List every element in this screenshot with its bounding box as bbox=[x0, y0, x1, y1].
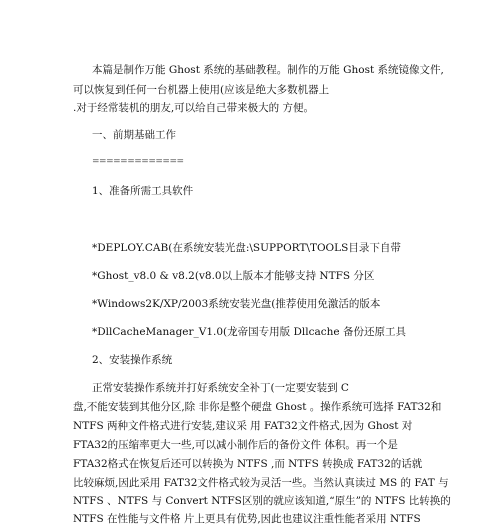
install-line-4: FTA32的压缩率更大一些,可以减小制作后的备份文件 体积。再一个是 bbox=[73, 439, 398, 451]
install-line-6: 比较麻烦,因此采用 FAT32文件格式较为灵活一些。当然认真读过 MS 的 FAT 与 bbox=[73, 477, 449, 489]
install-line-1: 正常安装操作系统并打好系统安全补丁(一定要安装到 C bbox=[92, 382, 349, 394]
install-line-5: FTA32格式在恢复后还可以转换为 NTFS ,而 NTFS 转换成 FAT32的话就 bbox=[73, 458, 423, 470]
intro-line-2: 可以恢复到任何一台机器上使用(应该是绝大多数机器上 bbox=[73, 84, 330, 96]
tool-item-ghost: *Ghost_v8.0 & v8.2(v8.0以上版本才能够支持 NTFS 分区 bbox=[92, 270, 375, 282]
install-line-2: 盘,不能安装到其他分区,除 非你是整个硬盘 Ghost 。操作系统可选择 FAT32和 bbox=[73, 401, 442, 413]
subsection-title-tools: 1、准备所需工具软件 bbox=[92, 185, 194, 197]
tool-item-windows-cd: *Windows2K/XP/2003系统安装光盘(推荐使用免激活的版本 bbox=[92, 298, 381, 310]
intro-line-3: .对于经常装机的朋友,可以给自己带来极大的 方便。 bbox=[73, 102, 315, 114]
tool-item-deploy: *DEPLOY.CAB(在系统安装光盘:\SUPPORT\TOOLS目录下自带 bbox=[92, 242, 401, 254]
intro-line-1: 本篇是制作万能 Ghost 系统的基础教程。制作的万能 Ghost 系统镜像文件, bbox=[92, 64, 444, 76]
install-line-7: NTFS 、NTFS 与 Convert NTFS区别的就应该知道,“原生”的 NTFS 比转换的 bbox=[73, 495, 451, 507]
subsection-title-install-os: 2、安装操作系统 bbox=[92, 354, 173, 366]
install-line-8: NTFS 在性能与文件格 片上更具有优势,因此也建议注重性能者采用 NTFS bbox=[73, 513, 421, 525]
section-title-preparation: 一、前期基础工作 bbox=[92, 129, 176, 141]
tool-item-dllcache: *DllCacheManager_V1.0(龙帝国专用版 Dllcache 备份还原工具 bbox=[92, 326, 406, 338]
section-divider: ============= bbox=[92, 157, 184, 167]
install-line-3: NTFS 两种文件格式进行安装,建议采 用 FAT32文件格式,因为 Ghost 对 bbox=[73, 420, 413, 432]
